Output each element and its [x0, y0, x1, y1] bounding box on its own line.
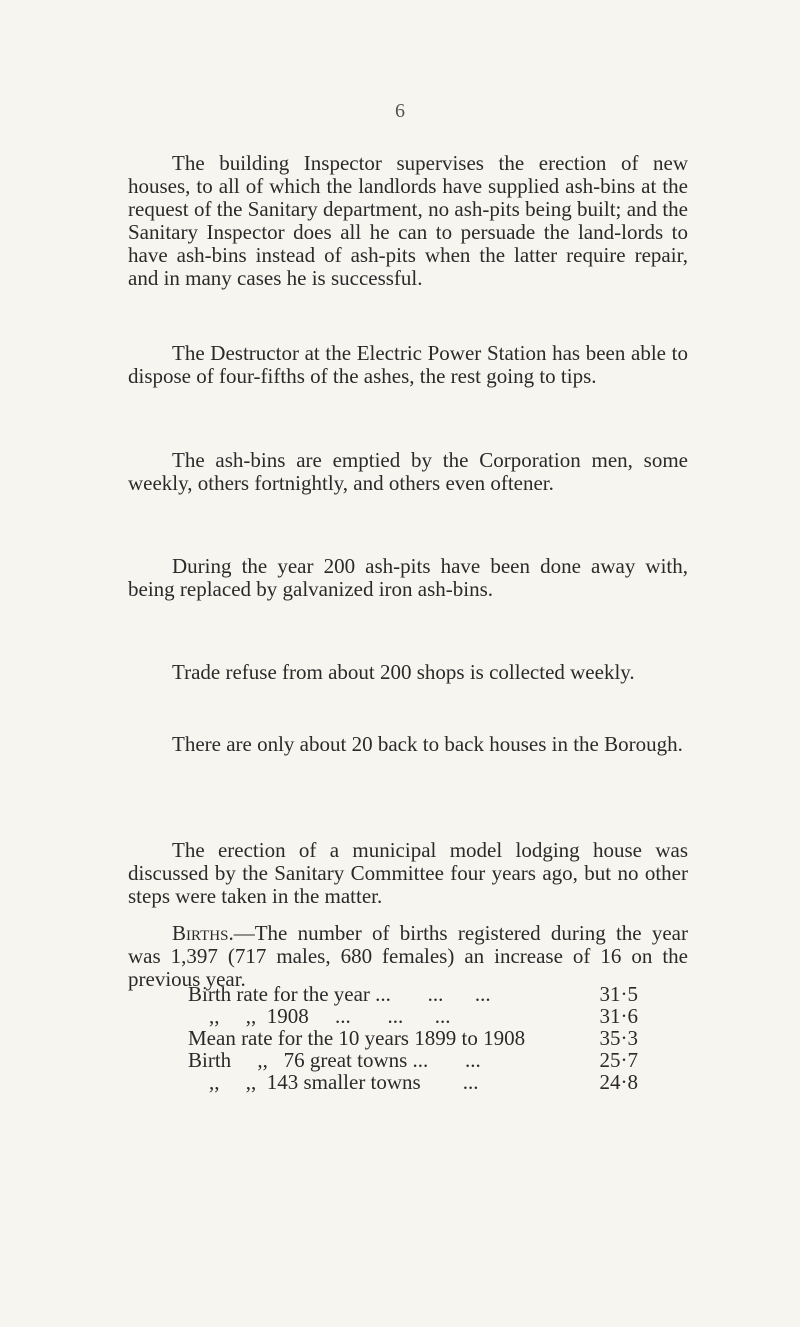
- page-number: 6: [395, 100, 405, 122]
- rate-row: [188, 983, 638, 1005]
- rate-label: Birth rate for the year ... ... ...: [188, 982, 491, 1006]
- rate-value: 25·7: [599, 1048, 638, 1072]
- rate-row: [188, 1005, 638, 1027]
- rate-row: [188, 1071, 638, 1093]
- paragraph-ash-bins-inspector: The building Inspector supervises the erection of new houses, to all of which the landlords have supplied ash-bins at the request of the Sanitary department, no ash-pits being built; and the Sanitary Inspector does all he can to persuade the land-lords to have ash-bins instead of ash-pits when the latter require repair, and in many cases he is successful.: [128, 151, 688, 290]
- births-heading: Births.: [172, 921, 234, 945]
- rate-value: 31·6: [599, 1004, 638, 1028]
- rate-value: 31·5: [599, 982, 638, 1006]
- births-text: —The number of births registered during the year was 1,397 (717 males, 680 females) an increase of 16 on the previous year.: [128, 921, 688, 991]
- paragraph-destructor: The Destructor at the Electric Power Station has been able to dispose of four-fifths of the ashes, the rest going to tips.: [128, 341, 688, 388]
- paragraph-lodging-house: The erection of a municipal model lodging house was discussed by the Sanitary Committee four years ago, but no other steps were taken in the matter.: [128, 838, 688, 908]
- paragraph-trade-refuse: Trade refuse from about 200 shops is collected weekly.: [172, 660, 635, 684]
- birth-rate-table: [188, 983, 638, 1093]
- rate-label: Mean rate for the 10 years 1899 to 1908: [188, 1026, 526, 1050]
- paragraph-births: [128, 922, 688, 991]
- rate-label: Birth ,, 76 great towns ... ...: [188, 1048, 481, 1072]
- rate-row: [188, 1049, 638, 1071]
- rate-row: [188, 1027, 638, 1049]
- paragraph-back-to-back-houses: There are only about 20 back to back houses in the Borough.: [172, 732, 683, 756]
- rate-value: 24·8: [599, 1070, 638, 1094]
- paragraph-ash-bins-emptied: The ash-bins are emptied by the Corporation men, some weekly, others fortnightly, and others even oftener.: [128, 448, 688, 495]
- rate-label: ,, ,, 143 smaller towns ...: [188, 1070, 479, 1094]
- paragraph-ash-pits-replaced: During the year 200 ash-pits have been done away with, being replaced by galvanized iron ash-bins.: [128, 554, 688, 601]
- rate-value: 35·3: [599, 1026, 638, 1050]
- rate-label: ,, ,, 1908 ... ... ...: [188, 1004, 451, 1028]
